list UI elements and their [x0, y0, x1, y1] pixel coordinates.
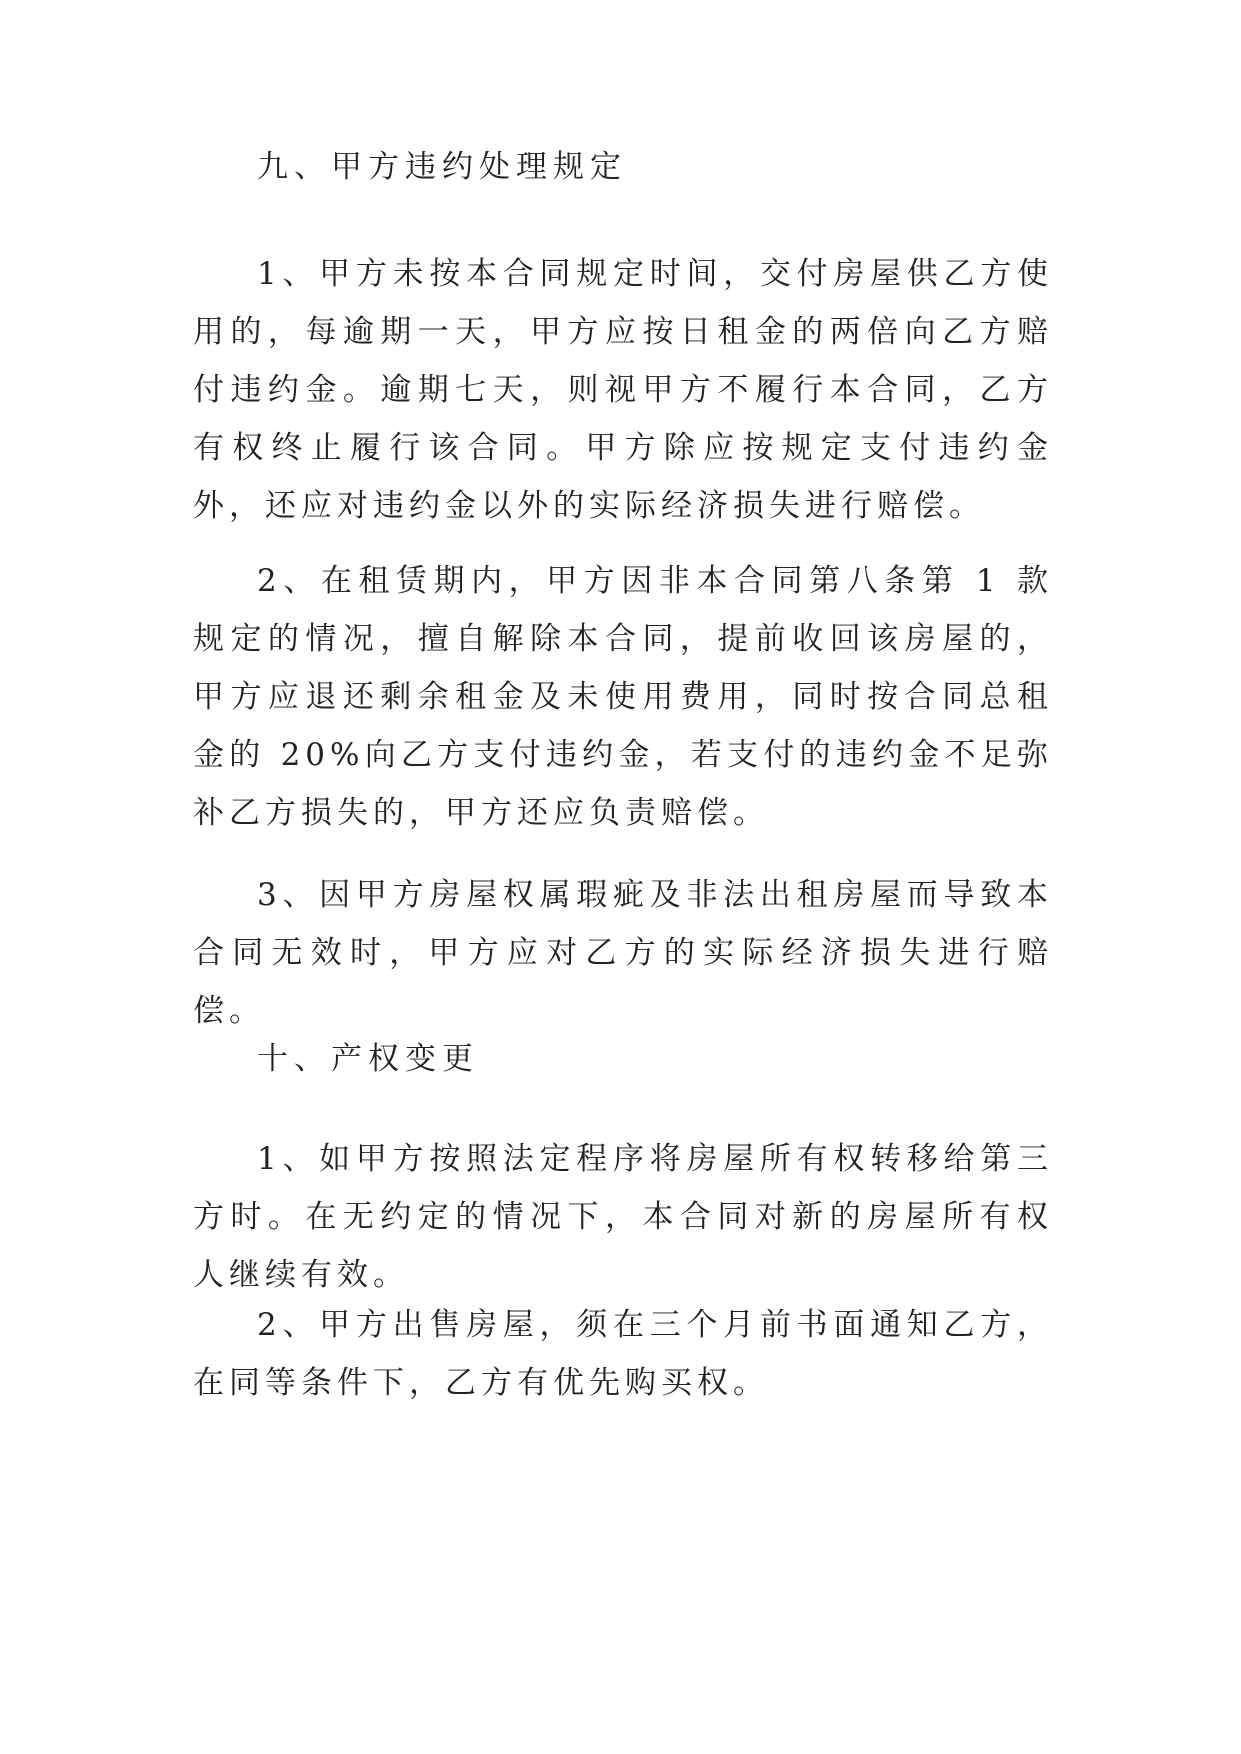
section-10-title: 十、产权变更 — [257, 1041, 479, 1077]
section-9-title: 九、甲方违约处理规定 — [257, 149, 627, 185]
section-9-item-3: 3、因甲方房屋权属瑕疵及非法出租房屋而导致本合同无效时，甲方应对乙方的实际经济损失进行赔偿。 — [193, 877, 1053, 1029]
section-10-item-2: 2、甲方出售房屋，须在三个月前书面通知乙方，在同等条件下，乙方有优先购买权。 — [193, 1307, 1053, 1401]
section-10-item-1: 1、如甲方按照法定程序将房屋所有权转移给第三方时。在无约定的情况下，本合同对新的房屋所有权人继续有效。 — [193, 1141, 1053, 1293]
section-9-item-1: 1、甲方未按本合同规定时间，交付房屋供乙方使用的，每逾期一天，甲方应按日租金的两倍向乙方赔付违约金。逾期七天，则视甲方不履行本合同，乙方有权终止履行该合同。甲方除应按规定支付违约金外，还应对违约金以外的实际经济损失进行赔偿。 — [193, 256, 1053, 524]
section-9-item-2: 2、在租赁期内，甲方因非本合同第八条第 1 款规定的情况，擅自解除本合同，提前收回该房屋的，甲方应退还剩余租金及未使用费用，同时按合同总租金的 20%向乙方支付违约金，若支付的违约金不足弥补乙方损失的，甲方还应负责赔偿。 — [193, 563, 1053, 831]
